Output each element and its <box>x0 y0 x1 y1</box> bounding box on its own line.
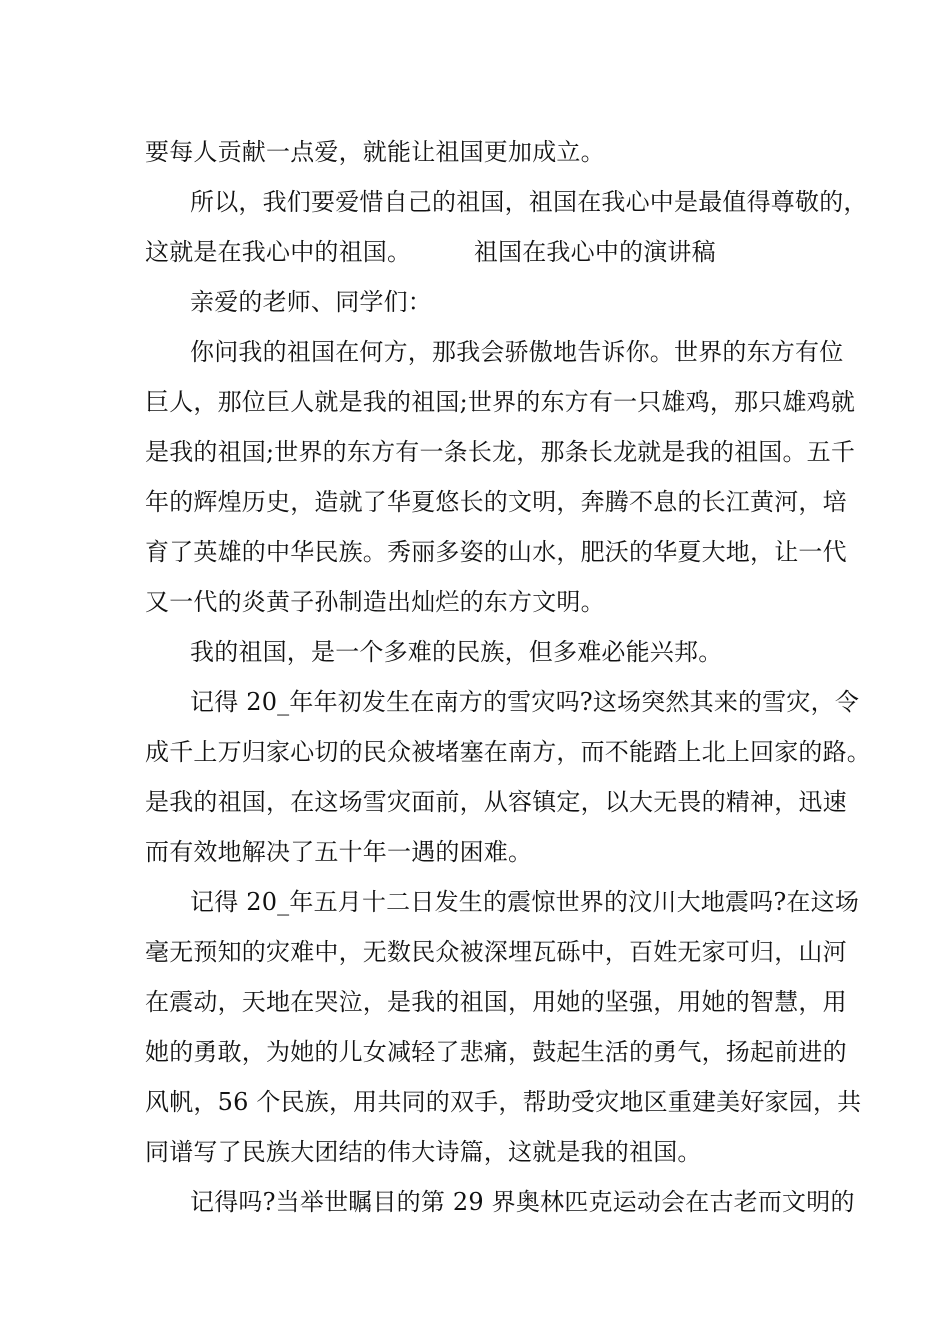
text-line: 又一代的炎黄子孙制造出灿烂的东方文明。 <box>145 588 605 616</box>
text-line: 她的勇敢，为她的儿女减轻了悲痛，鼓起生活的勇气，扬起前进的 <box>145 1038 847 1066</box>
text-line: 成千上万归家心切的民众被堵塞在南方，而不能踏上北上回家的路。 <box>145 738 871 766</box>
text-line: 记得 20_年年初发生在南方的雪灾吗?这场突然其来的雪灾，令 <box>190 688 860 716</box>
text-line: 巨人，那位巨人就是我的祖国;世界的东方有一只雄鸡，那只雄鸡就 <box>145 388 856 416</box>
text-line: 同谱写了民族大团结的伟大诗篇，这就是我的祖国。 <box>145 1138 702 1166</box>
text-line: 我的祖国，是一个多难的民族，但多难必能兴邦。 <box>190 638 723 666</box>
text-line: 育了英雄的中华民族。秀丽多姿的山水，肥沃的华夏大地，让一代 <box>145 538 847 566</box>
text-line: 年的辉煌历史，造就了华夏悠长的文明，奔腾不息的长江黄河，培 <box>145 488 847 516</box>
text-line: 风帆，56 个民族，用共同的双手，帮助受灾地区重建美好家园，共 <box>145 1088 862 1116</box>
text-line: 是我的祖国;世界的东方有一条长龙，那条长龙就是我的祖国。五千 <box>145 438 856 466</box>
text-line: 你问我的祖国在何方，那我会骄傲地告诉你。世界的东方有位 <box>190 338 844 366</box>
text-line: 在震动，天地在哭泣，是我的祖国，用她的坚强，用她的智慧，用 <box>145 988 847 1016</box>
text-line: 要每人贡献一点爱，就能让祖国更加成立。 <box>145 138 605 166</box>
text-line: 而有效地解决了五十年一遇的困难。 <box>145 838 533 866</box>
text-line: 亲爱的老师、同学们： <box>190 288 432 316</box>
text-line: 是我的祖国，在这场雪灾面前，从容镇定，以大无畏的精神，迅速 <box>145 788 847 816</box>
text-line: 毫无预知的灾难中，无数民众被深埋瓦砾中，百姓无家可归，山河 <box>145 938 847 966</box>
text-line: 记得吗?当举世瞩目的第 29 界奥林匹克运动会在古老而文明的 <box>190 1188 855 1216</box>
text-line: 这就是在我心中的祖国。 祖国在我心中的演讲稿 <box>145 238 716 266</box>
text-line: 记得 20_年五月十二日发生的震惊世界的汶川大地震吗?在这场 <box>190 888 860 916</box>
text-line: 所以，我们要爱惜自己的祖国，祖国在我心中是最值得尊敬的， <box>190 188 868 216</box>
